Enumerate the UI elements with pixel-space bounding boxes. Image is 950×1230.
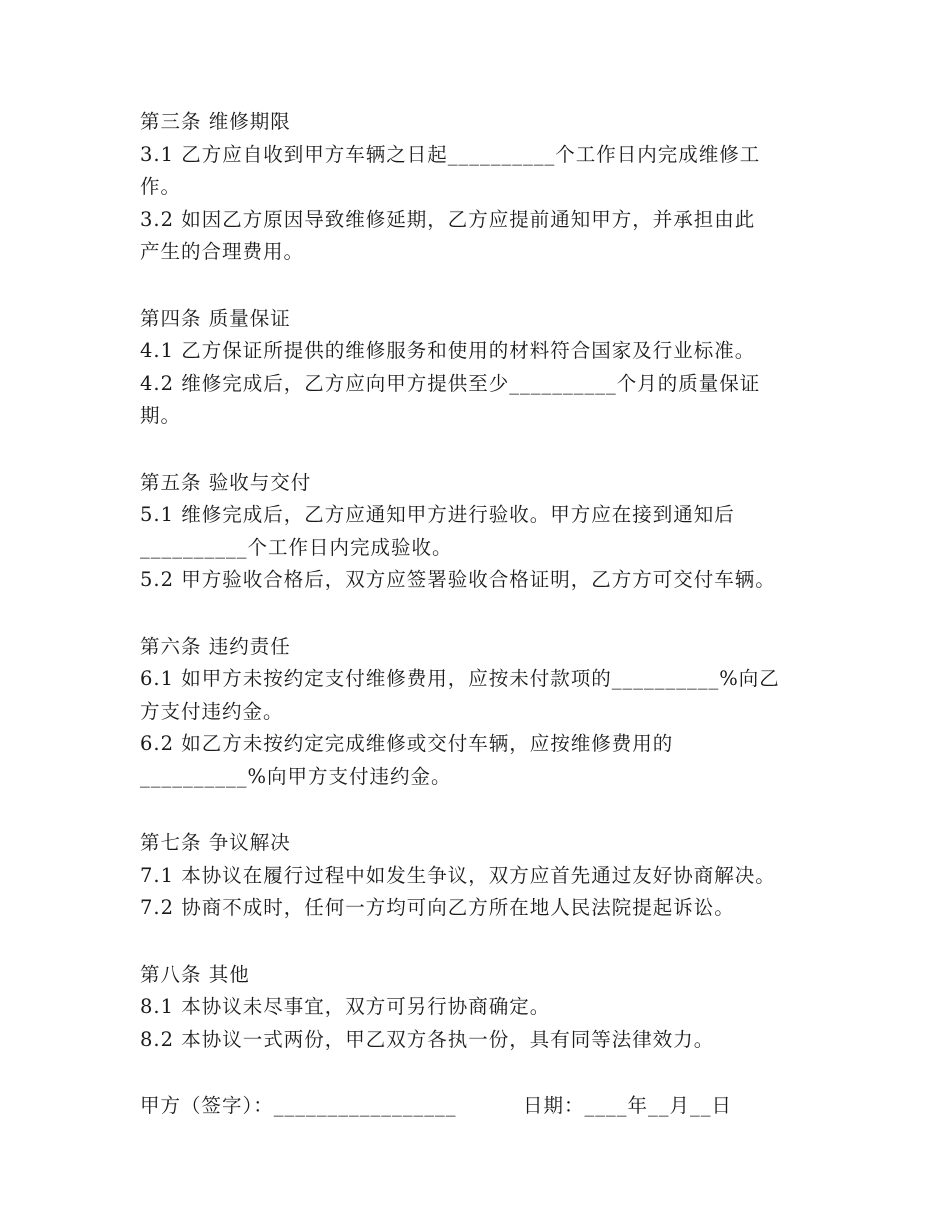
article-6-heading: 第六条 违约责任 bbox=[140, 634, 291, 658]
clause-7-2-line-1: 7.2 协商不成时，任何一方均可向乙方所在地人民法院提起诉讼。 bbox=[140, 896, 735, 919]
clause-5-1-line-2: __________个工作日内完成验收。 bbox=[140, 535, 453, 559]
clause-3-1-line-1: 3.1 乙方应自收到甲方车辆之日起__________个工作日内完成维修工 bbox=[140, 142, 761, 166]
clause-6-2-line-1: 6.2 如乙方未按约定完成维修或交付车辆，应按维修费用的 bbox=[140, 732, 674, 755]
article-3-heading: 第三条 维修期限 bbox=[140, 110, 291, 133]
clause-3-2-line-1: 3.2 如因乙方原因导致维修延期，乙方应提前通知甲方，并承担由此 bbox=[140, 207, 756, 231]
article-8-heading: 第八条 其他 bbox=[140, 962, 250, 986]
signature-date-field: 日期：____年__月__日 bbox=[523, 1094, 733, 1117]
article-8-section bbox=[140, 959, 840, 1057]
clause-7-1-line-1: 7.1 本协议在履行过程中如发生争议，双方应首先通过友好协商解决。 bbox=[140, 863, 776, 887]
article-3-section bbox=[140, 106, 840, 269]
clause-5-1-line-1: 5.1 维修完成后，乙方应通知甲方进行验收。甲方应在接到通知后 bbox=[140, 503, 735, 526]
signature-block bbox=[140, 1090, 840, 1123]
party-a-signature-field: 甲方（签字）：_________________ bbox=[140, 1094, 457, 1117]
article-5-section bbox=[140, 467, 840, 597]
contract-page bbox=[140, 106, 840, 1123]
article-7-heading: 第七条 争议解决 bbox=[140, 831, 291, 854]
article-7-section bbox=[140, 827, 840, 925]
clause-3-1-line-2: 作。 bbox=[140, 175, 182, 198]
clause-6-2-line-2: __________%向甲方支付违约金。 bbox=[140, 764, 452, 788]
article-6-section bbox=[140, 631, 840, 794]
clause-6-1-line-2: 方支付违约金。 bbox=[140, 699, 284, 723]
clause-8-2-line-1: 8.2 本协议一式两份，甲乙双方各执一份，具有同等法律效力。 bbox=[140, 1027, 715, 1051]
article-4-heading: 第四条 质量保证 bbox=[140, 306, 291, 330]
article-4-section bbox=[140, 303, 840, 433]
clause-4-2-line-1: 4.2 维修完成后，乙方应向甲方提供至少__________个月的质量保证 bbox=[140, 371, 761, 395]
clause-8-1-line-1: 8.1 本协议未尽事宜，双方可另行协商确定。 bbox=[140, 995, 551, 1018]
clause-3-2-line-2: 产生的合理费用。 bbox=[140, 240, 305, 263]
clause-4-1-line-1: 4.1 乙方保证所提供的维修服务和使用的材料符合国家及行业标准。 bbox=[140, 339, 756, 362]
clause-4-2-line-2: 期。 bbox=[140, 404, 182, 427]
clause-5-2-line-1: 5.2 甲方验收合格后，双方应签署验收合格证明，乙方方可交付车辆。 bbox=[140, 568, 776, 591]
article-5-heading: 第五条 验收与交付 bbox=[140, 470, 312, 494]
clause-6-1-line-1: 6.1 如甲方未按约定支付维修费用，应按未付款项的__________%向乙 bbox=[140, 667, 780, 690]
